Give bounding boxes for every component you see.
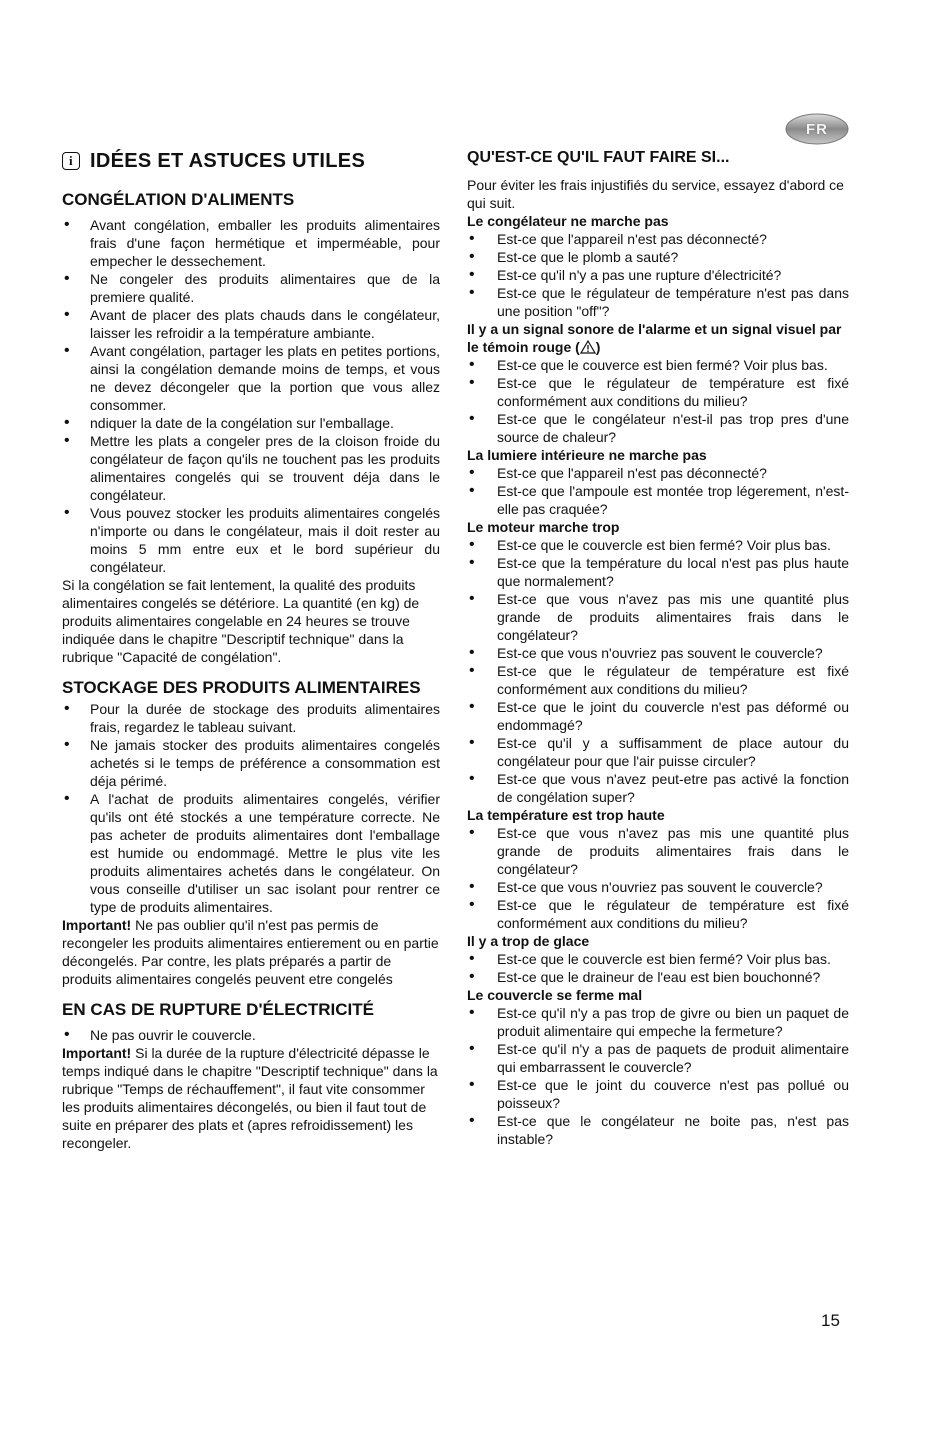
group-heading: Le moteur marche trop bbox=[467, 519, 620, 535]
group-glace bbox=[467, 932, 849, 986]
important-label: Important! bbox=[62, 917, 132, 933]
list-item: • Est-ce que vous n'avez pas mis une quantité plus grande de produits alimentaires frais dans le congélateur? bbox=[467, 590, 849, 644]
important-note bbox=[62, 916, 440, 988]
section-title: CONGÉLATION D'ALIMENTS bbox=[62, 190, 295, 209]
group-heading: La température est trop haute bbox=[467, 807, 665, 823]
group-heading-text: Il y a un signal sonore de l'alarme et un signal visuel par le témoin rouge ( bbox=[467, 321, 842, 355]
list-item: • Est-ce que la température du local n'est pas plus haute que normalement? bbox=[467, 554, 849, 590]
section-title: STOCKAGE DES PRODUITS ALIMENTAIRES bbox=[62, 678, 421, 697]
list-item: • Ne jamais stocker des produits alimentaires congelés achetés si le temps de préférence a consommation est déja périmé. bbox=[62, 736, 440, 790]
list-item: • Est-ce que le joint du couvercle n'est pas déformé ou endommagé? bbox=[467, 698, 849, 734]
list-item: • Est-ce que le draineur de l'eau est bien bouchonné? bbox=[467, 968, 849, 986]
list-item: • Est-ce que vous n'ouvriez pas souvent le couvercle? bbox=[467, 878, 849, 896]
list-item: • Avant congélation, partager les plats en petites portions, ainsi la congélation demande moins de temps, et vous ne devez décongeler que la portion que vous allez consommer. bbox=[62, 342, 440, 414]
list-item: • Est-ce que le régulateur de température est fixé conformément aux conditions du milieu? bbox=[467, 662, 849, 698]
important-text: Ne pas oublier qu'il n'est pas permis de recongeler les produits alimentaires entierement ou en partie décongelés. Par contre, les plats préparés a partir de produits alimentaires congelés peuvent etre congelés bbox=[62, 917, 439, 987]
left-column bbox=[62, 148, 440, 1152]
bullet-list bbox=[467, 464, 849, 518]
list-item: • Est-ce que le congélateur ne boite pas, n'est pas instable? bbox=[467, 1112, 849, 1148]
bullet-list bbox=[467, 824, 849, 932]
bullet-list bbox=[62, 216, 440, 576]
important-text: Si la durée de la rupture d'électricité dépasse le temps indiqué dans le chapitre "Descriptif technique" dans la rubrique "Temps de réchauffement", il faut vite consommer les produits alimentaires décongelés, ou bien il faut tout de suite en préparer des plats et (apres refroidissement) les recongeler. bbox=[62, 1045, 438, 1151]
list-item: • A l'achat de produits alimentaires congelés, vérifier qu'ils ont été stockés a une température correcte. Ne pas acheter de produits alimentaires dont l'emballage est humide ou endommagé. Mettre le plus vite les produits alimentaires achetés dans le congélateur. On vous conseille d'utiliser un sac isolant pour rentrer ce type de produits alimentaires. bbox=[62, 790, 440, 916]
right-column bbox=[467, 148, 849, 1148]
list-item: • Est-ce que vous n'avez pas mis une quantité plus grande de produits alimentaires frais dans le congélateur? bbox=[467, 824, 849, 878]
bullet-list bbox=[467, 950, 849, 986]
group-heading-end: ) bbox=[595, 339, 601, 355]
list-item: • Ne pas ouvrir le couvercle. bbox=[62, 1026, 440, 1044]
group-heading: Le couvercle se ferme mal bbox=[467, 987, 643, 1003]
language-badge bbox=[784, 112, 850, 146]
list-item: • Avant congélation, emballer les produits alimentaires frais d'une façon hermétique et imperméable, pour empecher le dessechement. bbox=[62, 216, 440, 270]
group-alarme bbox=[467, 320, 849, 446]
list-item: • Est-ce que le couverce est bien fermé? Voir plus bas. bbox=[467, 356, 849, 374]
group-moteur bbox=[467, 518, 849, 806]
group-couvercle bbox=[467, 986, 849, 1148]
bullet-list bbox=[467, 356, 849, 446]
list-item: • Est-ce qu'il n'y a pas trop de givre ou bien un paquet de produit alimentaire qui empeche la fermeture? bbox=[467, 1004, 849, 1040]
group-heading bbox=[467, 320, 849, 356]
list-item: • Est-ce que le couvercle est bien fermé? Voir plus bas. bbox=[467, 536, 849, 554]
bullet-list bbox=[62, 700, 440, 916]
main-title-text: IDÉES ET ASTUCES UTILES bbox=[90, 149, 366, 172]
list-item: • Est-ce que vous n'ouvriez pas souvent le couvercle? bbox=[467, 644, 849, 662]
badge-label: FR bbox=[806, 120, 828, 138]
list-item: • Pour la durée de stockage des produits alimentaires frais, regardez le tableau suivant. bbox=[62, 700, 440, 736]
list-item: • Est-ce que le joint du couverce n'est pas pollué ou poisseux? bbox=[467, 1076, 849, 1112]
list-item: • Est-ce que le congélateur n'est-il pas trop pres d'une source de chaleur? bbox=[467, 410, 849, 446]
list-item: • Est-ce que le plomb a sauté? bbox=[467, 248, 849, 266]
group-heading: Le congélateur ne marche pas bbox=[467, 213, 669, 229]
page-number: 15 bbox=[821, 1311, 840, 1330]
list-item: • Est-ce que le couvercle est bien fermé? Voir plus bas. bbox=[467, 950, 849, 968]
list-item: • Mettre les plats a congeler pres de la cloison froide du congélateur de façon qu'ils ne touchent pas les produits alimentaires congelés qui se trouvent déja dans le congélateur. bbox=[62, 432, 440, 504]
list-item: • ndiquer la date de la congélation sur l'emballage. bbox=[62, 414, 440, 432]
list-item: • Avant de placer des plats chauds dans le congélateur, laisser les refroidir a la température ambiante. bbox=[62, 306, 440, 342]
troubleshooting-title: QU'EST-CE QU'IL FAUT FAIRE SI... bbox=[467, 149, 730, 166]
list-item: • Ne congeler des produits alimentaires que de la premiere qualité. bbox=[62, 270, 440, 306]
info-icon: i bbox=[62, 152, 80, 170]
list-item: • Est-ce que vous n'avez peut-etre pas activé la fonction de congélation super? bbox=[467, 770, 849, 806]
list-item: • Est-ce que le régulateur de température n'est pas dans une position "off"? bbox=[467, 284, 849, 320]
list-item: • Est-ce que l'appareil n'est pas déconnecté? bbox=[467, 464, 849, 482]
list-item: • Est-ce qu'il n'y a pas de paquets de produit alimentaire qui embarrassent le couvercle? bbox=[467, 1040, 849, 1076]
bullet-list bbox=[467, 1004, 849, 1148]
paragraph: Si la congélation se fait lentement, la qualité des produits alimentaires congelés se détériore. La quantité (en kg) de produits alimentaires congelable en 24 heures se trouve indiquée dans le chapitre "Descriptif technique" dans la rubrique "Capacité de congélation". bbox=[62, 577, 420, 665]
important-label: Important! bbox=[62, 1045, 132, 1061]
section-congelation bbox=[62, 190, 440, 666]
main-title bbox=[62, 148, 440, 174]
important-note bbox=[62, 1044, 440, 1152]
list-item: • Est-ce qu'il y a suffisamment de place autour du congélateur pour que l'air puisse circuler? bbox=[467, 734, 849, 770]
intro-text: Pour éviter les frais injustifiés du service, essayez d'abord ce qui suit. bbox=[467, 177, 844, 211]
list-item: • Est-ce que l'ampoule est montée trop légerement, n'est-elle pas craquée? bbox=[467, 482, 849, 518]
bullet-list bbox=[467, 230, 849, 320]
group-temperature bbox=[467, 806, 849, 932]
group-ne-marche-pas bbox=[467, 212, 849, 320]
list-item: • Vous pouvez stocker les produits alimentaires congelés n'importe ou dans le congélateur, mais il doit rester au moins 5 mm entre eux et le bord supérieur du congélateur. bbox=[62, 504, 440, 576]
list-item: • Est-ce que l'appareil n'est pas déconnecté? bbox=[467, 230, 849, 248]
group-heading: La lumiere intérieure ne marche pas bbox=[467, 447, 707, 463]
list-item: • Est-ce que le régulateur de température est fixé conformément aux conditions du milieu? bbox=[467, 374, 849, 410]
bullet-list bbox=[467, 536, 849, 806]
section-rupture bbox=[62, 1000, 440, 1152]
section-title: EN CAS DE RUPTURE D'ÉLECTRICITÉ bbox=[62, 1000, 374, 1019]
list-item: • Est-ce qu'il n'y a pas une rupture d'électricité? bbox=[467, 266, 849, 284]
group-lumiere bbox=[467, 446, 849, 518]
bullet-list bbox=[62, 1026, 440, 1044]
group-heading: Il y a trop de glace bbox=[467, 933, 590, 949]
section-stockage bbox=[62, 678, 440, 988]
list-item: • Est-ce que le régulateur de température est fixé conformément aux conditions du milieu? bbox=[467, 896, 849, 932]
warning-icon bbox=[580, 340, 596, 354]
